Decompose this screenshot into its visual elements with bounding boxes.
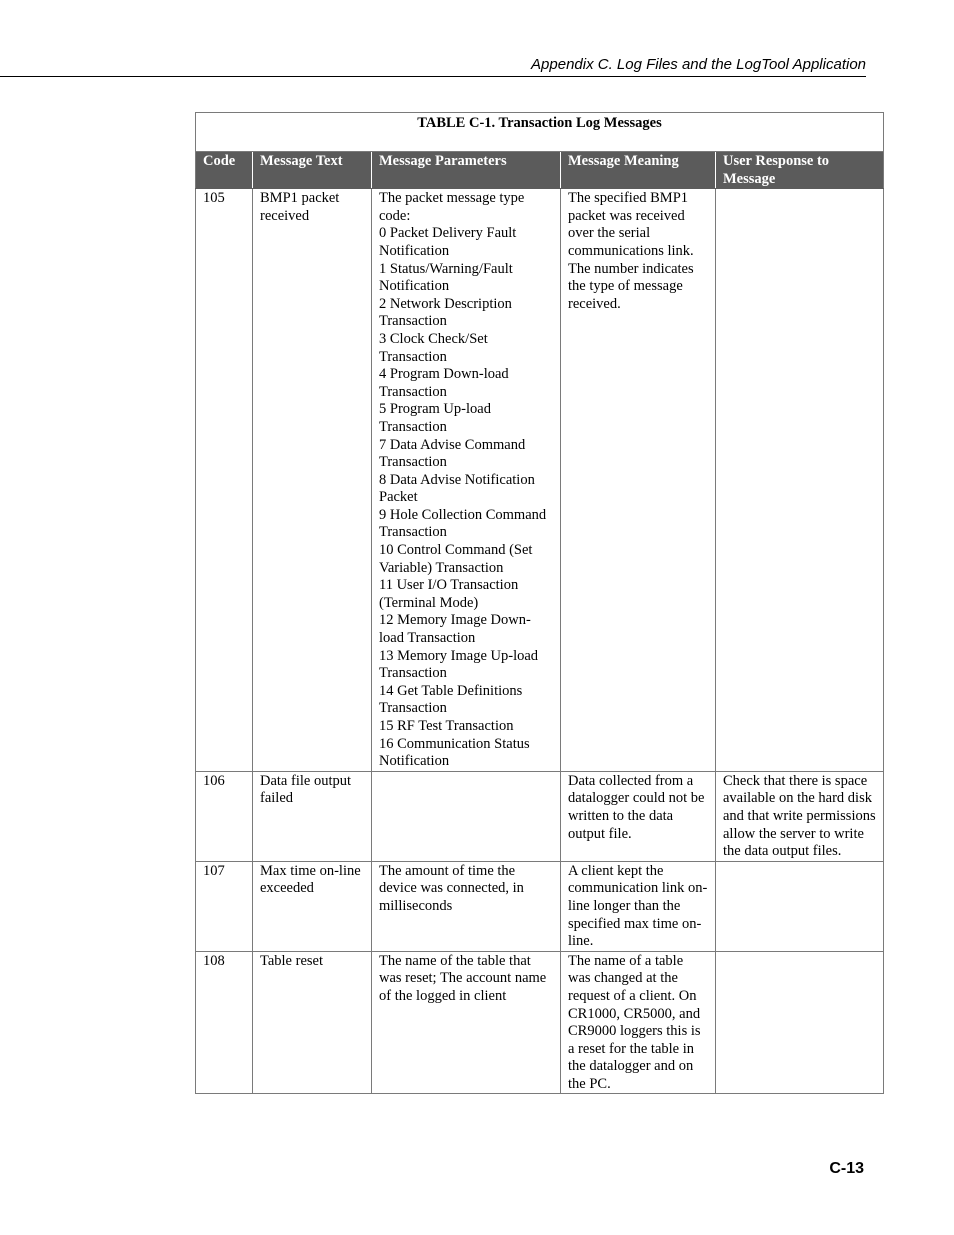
cell-message-meaning: Data collected from a datalogger could not be written to the data output file. (561, 771, 716, 861)
param-intro: The packet message type code: (379, 190, 525, 224)
cell-message-parameters: The name of the table that was reset; The account name of the logged in client (372, 951, 561, 1094)
param-code-item: 2 Network Description Transaction (379, 295, 512, 330)
cell-message-text: Data file output failed (253, 771, 372, 861)
param-code-item: 12 Memory Image Down-load Transaction (379, 612, 531, 647)
cell-message-text: Table reset (253, 951, 372, 1094)
cell-message-parameters: The amount of time the device was connected, in milliseconds (372, 861, 561, 951)
cell-message-parameters (372, 771, 561, 861)
param-code-item: 5 Program Up-load Transaction (379, 401, 491, 435)
param-code-item: 4 Program Down-load Transaction (379, 366, 509, 400)
param-code-item: 11 User I/O Transaction (Terminal Mode) (379, 577, 519, 611)
cell-code: 107 (196, 861, 253, 951)
page-number: C-13 (829, 1160, 864, 1177)
cell-message-meaning: The specified BMP1 packet was received over the serial communications link. The number indicates the type of message received. (561, 189, 716, 772)
param-code-item: 13 Memory Image Up-load Transaction (379, 647, 539, 682)
param-code-item: 7 Data Advise Command Transaction (379, 436, 526, 471)
column-header-user-response: User Response to Message (716, 152, 884, 189)
param-code-item: 14 Get Table Definitions Transaction (379, 682, 523, 717)
table-row (196, 771, 884, 861)
table-caption-row (196, 113, 884, 152)
transaction-log-table (195, 112, 884, 1094)
cell-code: 108 (196, 951, 253, 1094)
table-row (196, 189, 884, 772)
column-header-message-parameters: Message Parameters (372, 152, 561, 189)
param-code-item: 16 Communication Status Notification (379, 735, 530, 770)
cell-user-response (716, 189, 884, 772)
cell-user-response (716, 951, 884, 1094)
cell-message-meaning: A client kept the communication link on-line longer than the specified max time on-line. (561, 861, 716, 951)
table-row (196, 951, 884, 1094)
table-header-row (196, 152, 884, 189)
cell-message-parameters (372, 189, 561, 772)
cell-message-text: Max time on-line exceeded (253, 861, 372, 951)
param-code-item: 3 Clock Check/Set Transaction (379, 330, 488, 365)
cell-code: 106 (196, 771, 253, 861)
param-code-item: 0 Packet Delivery Fault Notification (379, 225, 517, 259)
param-code-item: 10 Control Command (Set Variable) Transaction (379, 542, 533, 576)
cell-message-meaning: The name of a table was changed at the request of a client. On CR1000, CR5000, and CR9000 loggers this is a reset for the table in the datalogger and on the PC. (561, 951, 716, 1094)
param-code-item: 8 Data Advise Notification Packet (379, 471, 535, 506)
cell-code: 105 (196, 189, 253, 772)
cell-message-text: BMP1 packet received (253, 189, 372, 772)
column-header-code: Code (196, 152, 253, 189)
cell-user-response: Check that there is space available on the hard disk and that write permissions allow the server to write the data output files. (716, 771, 884, 861)
cell-user-response (716, 861, 884, 951)
param-code-item: 15 RF Test Transaction (379, 718, 514, 734)
column-header-message-meaning: Message Meaning (561, 152, 716, 189)
column-header-message-text: Message Text (253, 152, 372, 189)
header-rule (0, 76, 866, 77)
param-code-item: 1 Status/Warning/Fault Notification (379, 260, 513, 295)
param-code-item: 9 Hole Collection Command Transaction (379, 506, 547, 541)
table-caption: TABLE C-1. Transaction Log Messages (196, 113, 884, 152)
running-header: Appendix C. Log Files and the LogTool Application (531, 56, 866, 73)
table-row (196, 861, 884, 951)
